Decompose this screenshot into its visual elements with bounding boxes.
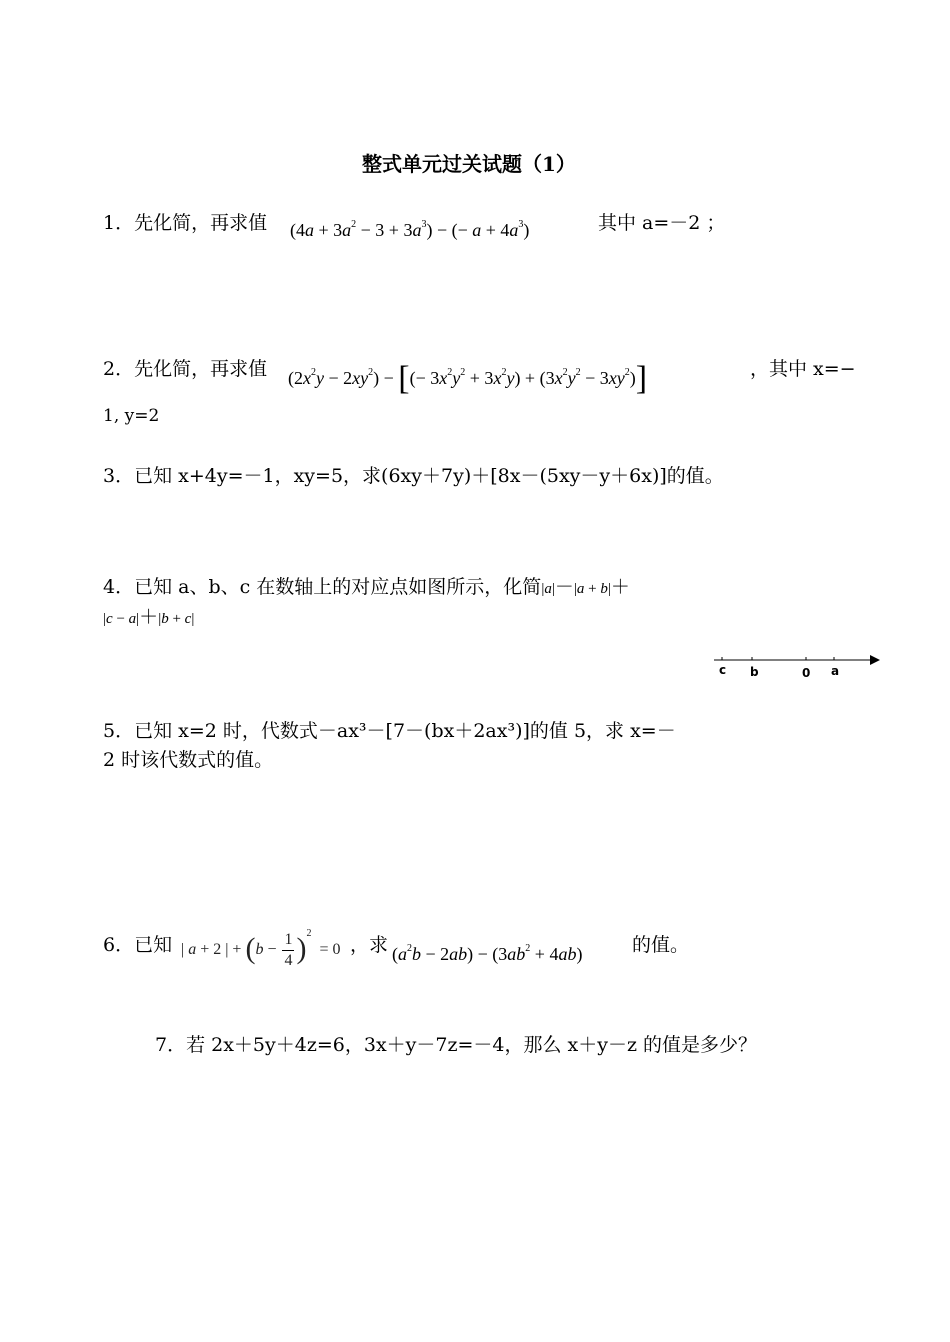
number-line-arrow: [870, 655, 880, 665]
number-line-label-c: c: [719, 663, 727, 677]
question-4-prefix: 4．已知 a、b、c 在数轴上的对应点如图所示，化简: [103, 576, 542, 598]
question-4-line1: [103, 572, 630, 599]
question-7-text: 7．若 2x＋5y＋4z=6，3x＋y－7z=－4，那么 x＋y－z 的值是多少？: [155, 1034, 758, 1056]
question-6-prefix: 6．已知: [103, 934, 173, 956]
number-line-label-b: b: [750, 665, 759, 679]
question-1-condition: 其中 a=－2 ；: [598, 212, 726, 234]
question-2-condition-cont: 1, y=2: [103, 406, 160, 426]
plus-sign: ＋: [610, 576, 630, 598]
plus-sign-2: ＋: [139, 606, 159, 628]
question-2-prefix: 2．先化简，再求值: [103, 358, 268, 380]
abs-a-plus-b: |a + b|: [573, 581, 611, 597]
abs-c-minus-a: |c − a|: [103, 611, 140, 627]
abs-a: |a|: [541, 581, 555, 597]
question-6-suffix: 的值。: [632, 934, 690, 956]
number-line: [710, 648, 880, 684]
minus-sign: －: [554, 576, 574, 598]
question-2-expression: $(2x^2y - 2xy^2)$ − [(− $3x^2y^2 + 3x^2y) + (3x^2y^2 - 3xy^2)$]: [288, 360, 648, 397]
question-3-text: 3．已知 x+4y=－1，xy=5，求(6xy＋7y)＋[8x－(5xy－y＋6x)]的值。: [103, 465, 724, 487]
question-1-expression: $(4a + 3a^2 - 3 + 3a^3)$ − (− $a + 4a^3$): [290, 219, 530, 240]
number-line-label-a: a: [831, 664, 840, 678]
question-4-line2: [103, 602, 194, 629]
question-5-line2: 2 时该代数式的值。: [103, 749, 274, 771]
question-6-condition-expression: | a + 2 | + (b − $\frac{1}{4}$ )$^2$ = 0: [181, 928, 341, 969]
number-line-label-0: 0: [802, 666, 811, 680]
question-2-condition: ，其中 x=−: [750, 358, 856, 380]
abs-b-plus-c: |b + c|: [158, 611, 195, 627]
page-title: 整式单元过关试题（1）: [362, 152, 576, 176]
question-6-expression: $(a^2b - 2ab) - (3ab^2 + 4ab)$: [392, 943, 583, 964]
question-5-line1: 5．已知 x=2 时，代数式－ax³－[7－(bx＋2ax³)]的值 5，求 x=－: [103, 720, 676, 742]
question-6-mid: ，求: [350, 934, 389, 956]
question-1-prefix: 1．先化简，再求值: [103, 212, 268, 234]
